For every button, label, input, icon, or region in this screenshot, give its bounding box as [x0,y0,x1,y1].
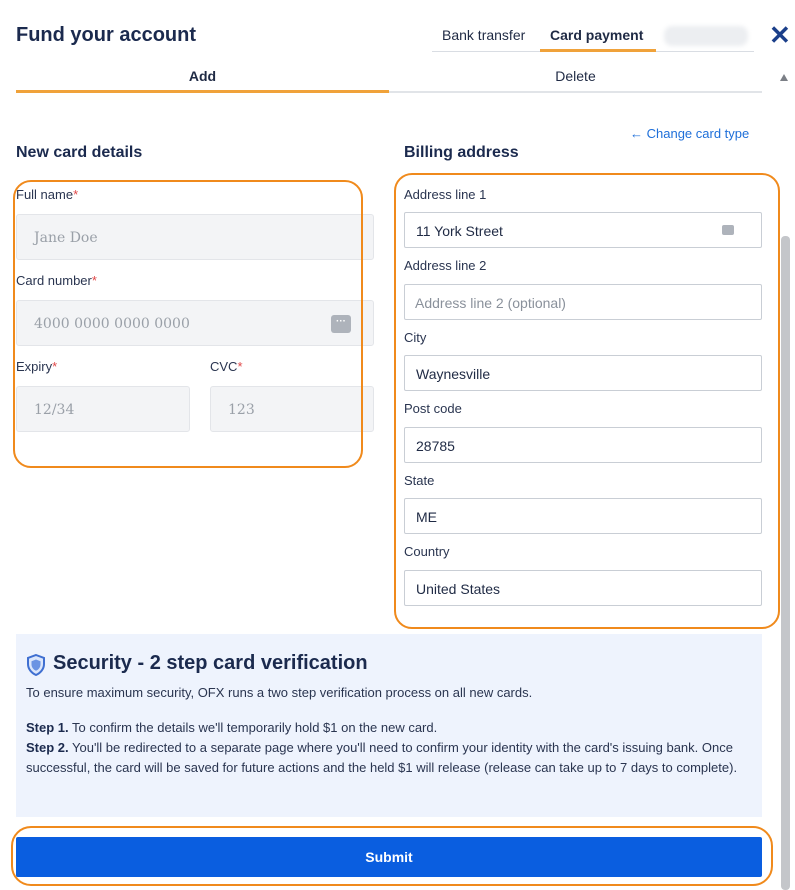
security-step-2: Step 2. You'll be redirected to a separate page where you'll need to confirm your identity with the card's issuing bank. Once successful, the card will be saved for future actions and the held $1 will release (release can take up to 7 days to complete). [26,740,738,775]
scrollbar-thumb[interactable] [781,236,790,890]
redacted-tab [664,26,748,46]
tab-bank-transfer[interactable]: Bank transfer [442,27,526,43]
expiry-field[interactable]: 12/34 [16,386,190,432]
cvc-label: CVC* [210,359,243,374]
card-action-tabs [16,63,762,93]
shield-icon [26,654,46,676]
card-number-field[interactable]: 4000 0000 0000 0000 ··· [16,300,374,346]
address-line1-label: Address line 1 [404,187,487,202]
state-field[interactable]: ME [404,498,762,534]
city-field[interactable]: Waynesville [404,355,762,391]
post-code-field[interactable]: 28785 [404,427,762,463]
security-step-1: Step 1. To confirm the details we'll temporarily hold $1 on the new card. [26,720,438,735]
scroll-up-arrow-icon[interactable] [780,74,788,81]
state-label: State [404,473,435,488]
security-notice [16,634,762,817]
post-code-label: Post code [404,401,462,416]
autofill-icon [722,225,734,235]
country-label: Country [404,544,450,559]
close-icon[interactable]: ✕ [769,20,791,50]
new-card-heading: New card details [16,144,143,161]
submit-button[interactable]: Submit [16,837,762,877]
address-line2-label: Address line 2 [404,258,487,273]
country-field[interactable]: United States [404,570,762,606]
address-line2-input[interactable] [415,293,745,313]
full-name-field[interactable]: Jane Doe [16,214,374,260]
security-intro: To ensure maximum security, OFX runs a two step verification process on all new cards. [26,685,533,700]
cvc-field[interactable]: 123 [210,386,374,432]
expiry-label: Expiry* [16,359,58,374]
page-title: Fund your account [16,24,196,46]
city-label: City [404,330,427,345]
card-number-label: Card number* [16,273,97,288]
full-name-label: Full name* [16,187,79,202]
change-card-type-link[interactable]: ← Change card type [630,126,750,141]
security-title: Security - 2 step card verification [53,652,368,674]
tab-delete[interactable]: Delete [555,68,596,84]
card-icon: ··· [331,315,351,333]
address-line2-field[interactable] [404,284,762,320]
billing-address-heading: Billing address [404,144,519,161]
tab-add[interactable]: Add [16,68,389,93]
address-line1-field[interactable]: 11 York Street [404,212,762,248]
tab-card-payment[interactable]: Card payment [540,27,656,52]
